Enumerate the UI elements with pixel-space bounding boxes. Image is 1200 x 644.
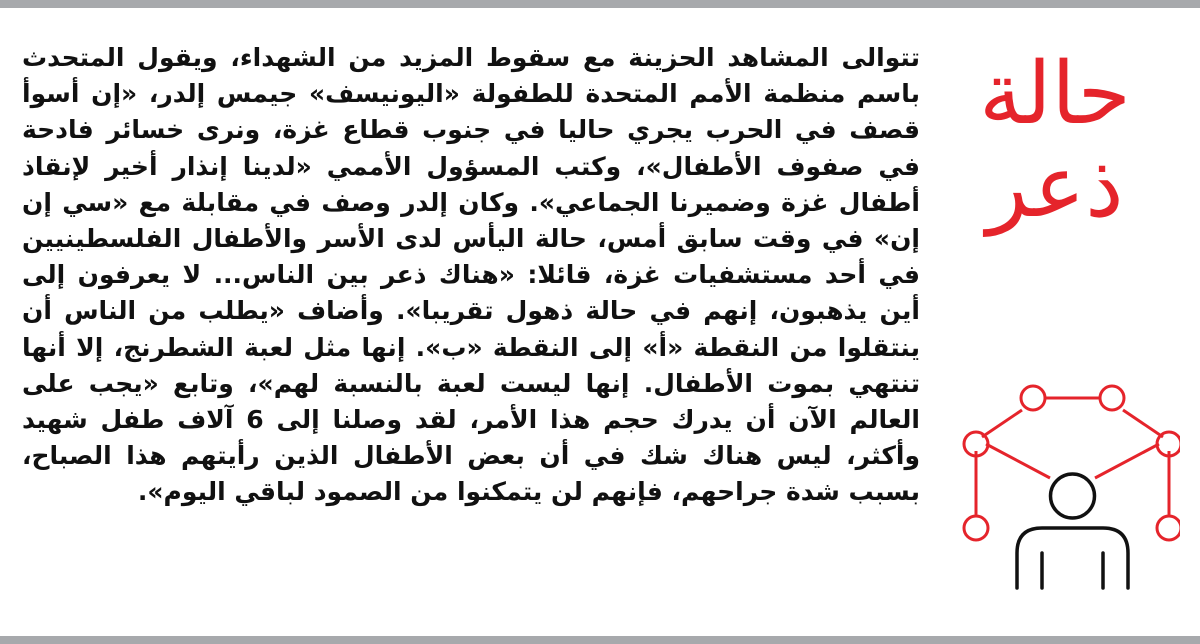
article-body: تتوالى المشاهد الحزينة مع سقوط المزيد من الشهداء، ويقول المتحدث باسم منظمة الأمم المتحدة للطفولة «اليونيسف» جيمس إلدر، «إن أسوأ قصف في الحرب يجري حاليا في جنوب قطاع غزة، ونرى خسائر فادحة في صفوف الأطفال»، وكتب المسؤول الأممي «لدينا إنذار أخير لإنقاذ أطفال غزة وضميرنا الجماعي». وكان إلدر وصف في مقابلة مع «سي إن إن» في وقت سابق أمس، حالة اليأس لدى الأسر والأطفال الفلسطينيين في أحد مستشفيات غزة، قائلا: «هناك ذعر بين الناس... لا يعرفون إلى أين يذهبون، إنهم في حالة ذهول تقريبا». وأضاف «يطلب من الناس أن ينتقلوا من النقطة «أ» إلى النقطة «ب». إنها مثل لعبة الشطرنج، إلا أنها تنتهي بموت الأطفال. إنها ليست لعبة بالنسبة لهم»، وتابع «يجب على العالم الآن أن يدرك حجم هذا الأمر، لقد وصلنا إلى 6 آلاف طفل شهيد وأكثر، ليس هناك شك في أن بعض الأطفال الذين رأيتهم هذا الصباح، بسبب شدة جراحهم، فإنهم لن يتمكنوا من الصمود لباقي اليوم». <box>22 43 920 507</box>
bottom-border <box>0 636 1200 644</box>
headline-line-2: ذعر <box>986 136 1124 237</box>
top-border <box>0 0 1200 8</box>
person-network-icon <box>960 368 1180 598</box>
sidebar-panel <box>940 8 1200 636</box>
headline-line-1: حالة <box>979 44 1131 144</box>
headline <box>940 44 1170 237</box>
